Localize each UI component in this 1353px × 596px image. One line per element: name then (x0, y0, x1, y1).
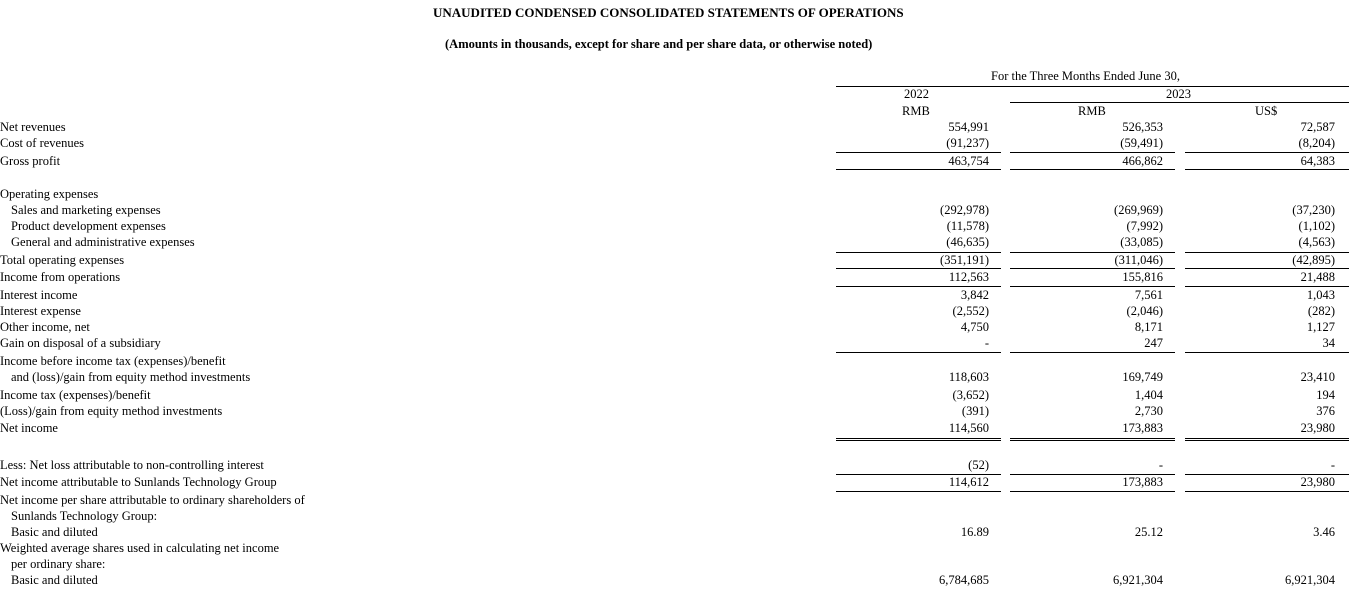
row-label: Total operating expenses (0, 253, 125, 267)
row-value: 25.12 (1134, 525, 1163, 539)
row-value: (351,191) (940, 253, 989, 267)
row-value: (7,992) (1126, 219, 1163, 233)
row-label: Weighted average shares used in calculating net income (0, 541, 280, 555)
column-rule (836, 352, 1001, 353)
row-value: 64,383 (1300, 154, 1335, 168)
row-value: 173,883 (1122, 475, 1163, 489)
row-value: 23,980 (1300, 421, 1335, 435)
column-rule (836, 152, 1001, 153)
row-value: 466,862 (1122, 154, 1163, 168)
row-label: and (loss)/gain from equity method investments (11, 370, 251, 384)
row-label: Less: Net loss attributable to non-controlling interest (0, 458, 264, 472)
column-rule (1185, 352, 1349, 353)
row-value: 4,750 (960, 320, 989, 334)
row-value: (391) (961, 404, 989, 418)
row-value: 376 (1316, 404, 1335, 418)
row-value: 8,171 (1134, 320, 1163, 334)
row-value: 247 (1144, 336, 1163, 350)
column-rule (836, 268, 1001, 269)
row-label: Sunlands Technology Group: (11, 509, 158, 523)
row-value: (42,895) (1292, 253, 1335, 267)
year-rule-2023 (1010, 102, 1349, 103)
row-value: 6,784,685 (939, 573, 989, 587)
row-value: 3,842 (960, 288, 989, 302)
row-value: (3,652) (952, 388, 989, 402)
row-value: (282) (1307, 304, 1335, 318)
row-value: 1,404 (1134, 388, 1163, 402)
row-value: (37,230) (1292, 203, 1335, 217)
column-rule (1010, 152, 1175, 153)
row-value: 3.46 (1313, 525, 1335, 539)
column-rule (1010, 440, 1175, 441)
row-value: 114,560 (948, 421, 989, 435)
row-value: 554,991 (948, 120, 989, 134)
row-value: (1,102) (1298, 219, 1335, 233)
column-rule (1185, 268, 1349, 269)
column-rule (836, 440, 1001, 441)
row-value: 112,563 (948, 270, 989, 284)
column-rule (836, 491, 1001, 492)
currency-rmb-2023: RMB (1078, 104, 1106, 118)
row-label: Other income, net (0, 320, 90, 334)
row-value: 114,612 (948, 475, 989, 489)
row-value: 23,410 (1300, 370, 1335, 384)
column-rule (1185, 169, 1349, 170)
column-rule (1185, 440, 1349, 441)
row-value: (59,491) (1120, 136, 1163, 150)
row-value: 118,603 (948, 370, 989, 384)
row-label: Interest income (0, 288, 78, 302)
currency-rmb-2022: RMB (902, 104, 930, 118)
row-label: Gain on disposal of a subsidiary (0, 336, 161, 350)
row-label: Interest expense (0, 304, 81, 318)
row-value: - (1158, 458, 1163, 472)
row-value: (11,578) (946, 219, 989, 233)
row-label: Income before income tax (expenses)/benefit (0, 354, 226, 368)
column-rule (1010, 169, 1175, 170)
statement-title: UNAUDITED CONDENSED CONSOLIDATED STATEMENTS OF OPERATIONS (433, 5, 904, 20)
row-label: Income tax (expenses)/benefit (0, 388, 151, 402)
column-rule (1185, 152, 1349, 153)
column-rule (1010, 268, 1175, 269)
row-value: 7,561 (1134, 288, 1163, 302)
column-rule (1185, 286, 1349, 287)
row-label: Sales and marketing expenses (11, 203, 161, 217)
row-value: 2,730 (1134, 404, 1163, 418)
column-rule (1185, 474, 1349, 475)
row-value: (33,085) (1120, 235, 1163, 249)
row-label: Basic and diluted (11, 573, 98, 587)
column-rule (836, 252, 1001, 253)
row-label: Operating expenses (0, 187, 99, 201)
column-rule (1010, 252, 1175, 253)
row-value: 1,127 (1306, 320, 1335, 334)
row-value: 155,816 (1122, 270, 1163, 284)
row-label: Basic and diluted (11, 525, 98, 539)
row-value: 463,754 (948, 154, 989, 168)
column-rule (1010, 438, 1175, 439)
column-rule (1010, 474, 1175, 475)
column-rule (1010, 352, 1175, 353)
row-label: per ordinary share: (11, 557, 106, 571)
row-value: 169,749 (1122, 370, 1163, 384)
column-rule (1185, 491, 1349, 492)
row-label: Net income attributable to Sunlands Technology Group (0, 475, 277, 489)
row-value: (269,969) (1114, 203, 1163, 217)
row-value: (52) (968, 458, 989, 472)
row-value: (292,978) (940, 203, 989, 217)
row-value: - (984, 336, 989, 350)
year-2022: 2022 (904, 87, 929, 101)
column-rule (1010, 491, 1175, 492)
row-label: Net income per share attributable to ordinary shareholders of (0, 493, 305, 507)
row-value: 23,980 (1300, 475, 1335, 489)
row-value: 6,921,304 (1113, 573, 1163, 587)
row-value: (311,046) (1114, 253, 1163, 267)
row-value: (91,237) (946, 136, 989, 150)
row-value: 16.89 (960, 525, 989, 539)
row-value: 526,353 (1122, 120, 1163, 134)
row-label: Income from operations (0, 270, 121, 284)
row-label: Net revenues (0, 120, 66, 134)
row-value: (2,046) (1126, 304, 1163, 318)
row-label: Product development expenses (11, 219, 166, 233)
column-rule (836, 438, 1001, 439)
column-rule (1185, 438, 1349, 439)
row-label: Gross profit (0, 154, 61, 168)
row-value: 1,043 (1306, 288, 1335, 302)
row-value: 6,921,304 (1285, 573, 1335, 587)
row-value: (4,563) (1298, 235, 1335, 249)
row-value: 21,488 (1300, 270, 1335, 284)
column-rule (1185, 252, 1349, 253)
row-value: (46,635) (946, 235, 989, 249)
row-value: 194 (1316, 388, 1335, 402)
column-rule (836, 286, 1001, 287)
statement-subtitle: (Amounts in thousands, except for share and per share data, or otherwise noted) (445, 37, 873, 51)
row-label: General and administrative expenses (11, 235, 195, 249)
row-label: (Loss)/gain from equity method investments (0, 404, 223, 418)
column-rule (1010, 286, 1175, 287)
column-rule (836, 474, 1001, 475)
row-value: - (1330, 458, 1335, 472)
row-label: Net income (0, 421, 58, 435)
row-value: (8,204) (1298, 136, 1335, 150)
row-value: 72,587 (1300, 120, 1335, 134)
currency-usd-2023: US$ (1255, 104, 1278, 118)
row-label: Cost of revenues (0, 136, 85, 150)
period-header: For the Three Months Ended June 30, (991, 69, 1180, 83)
row-value: 173,883 (1122, 421, 1163, 435)
row-value: 34 (1322, 336, 1335, 350)
row-value: (2,552) (952, 304, 989, 318)
year-2023: 2023 (1166, 87, 1191, 101)
column-rule (836, 169, 1001, 170)
